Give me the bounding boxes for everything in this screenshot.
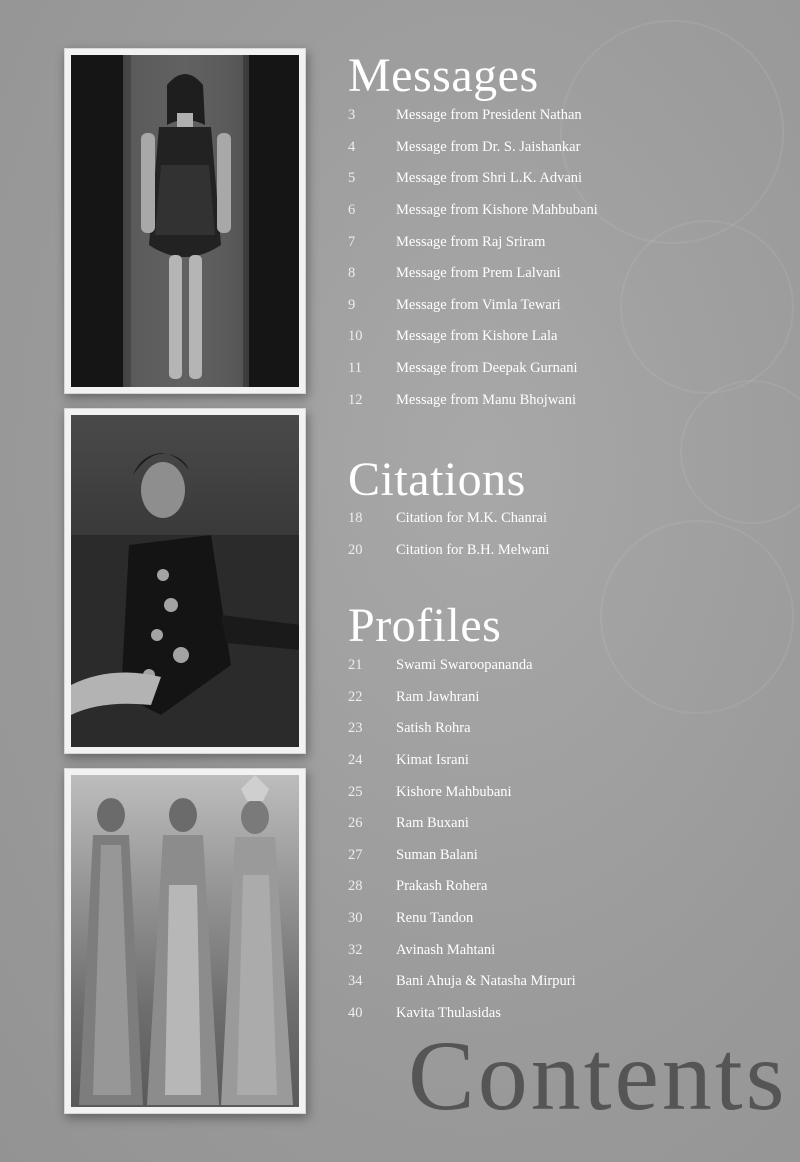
toc-entry-title: Message from Prem Lalvani: [396, 265, 561, 282]
toc-entry-title: Message from Kishore Lala: [396, 328, 558, 345]
toc-entry[interactable]: [348, 808, 576, 840]
section-heading-profiles: Profiles: [348, 599, 502, 652]
toc-page-number: 5: [348, 170, 356, 187]
toc-page-number: 34: [348, 973, 363, 990]
toc-page-number: 40: [348, 1004, 363, 1021]
toc-page-number: 3: [348, 107, 356, 124]
toc-entry-title: Bani Ahuja & Natasha Mirpuri: [396, 973, 576, 990]
toc-page-number: 22: [348, 688, 363, 705]
toc-entry-title: Message from Vimla Tewari: [396, 296, 561, 313]
toc-entry-title: Message from Dr. S. Jaishankar: [396, 138, 581, 155]
runway-models-illustration: [71, 775, 299, 1107]
toc-entry[interactable]: [348, 226, 598, 258]
toc-entry-title: Message from President Nathan: [396, 107, 582, 124]
toc-entry[interactable]: [348, 384, 598, 416]
toc-entry[interactable]: [348, 713, 576, 745]
decorative-swirl: [680, 380, 800, 524]
toc-page-number: 11: [348, 360, 362, 377]
toc-entry-title: Message from Kishore Mahbubani: [396, 202, 598, 219]
section-heading-citations: Citations: [348, 453, 526, 506]
fashion-photo-runway-gowns: [64, 768, 306, 1114]
toc-page-number: 18: [348, 510, 363, 527]
toc-entry-title: Kimat Israni: [396, 752, 469, 769]
photo-image: [71, 415, 299, 747]
toc-page-number: 27: [348, 846, 363, 863]
toc-entry-title: Avinash Mahtani: [396, 941, 496, 958]
photo-image: [71, 775, 299, 1107]
toc-entry[interactable]: [348, 258, 598, 290]
photo-image: [71, 55, 299, 387]
toc-entry[interactable]: [348, 353, 598, 385]
toc-entry[interactable]: [348, 903, 576, 935]
toc-page-number: 24: [348, 752, 363, 769]
toc-entry-title: Suman Balani: [396, 846, 478, 863]
toc-page-number: 10: [348, 328, 363, 345]
toc-entry[interactable]: [348, 682, 576, 714]
toc-entry-title: Kishore Mahbubani: [396, 783, 512, 800]
toc-entry-title: Kavita Thulasidas: [396, 1004, 501, 1021]
toc-entry[interactable]: [348, 650, 576, 682]
toc-page-number: 6: [348, 202, 356, 219]
toc-entry[interactable]: [348, 745, 576, 777]
toc-entry[interactable]: [348, 163, 598, 195]
toc-page-number: 7: [348, 233, 356, 250]
toc-entry[interactable]: [348, 776, 576, 808]
toc-entry-title: Message from Manu Bhojwani: [396, 391, 577, 408]
toc-entry[interactable]: [348, 840, 576, 872]
toc-page-number: 4: [348, 138, 356, 155]
toc-page-number: 20: [348, 541, 363, 558]
toc-page-number: 8: [348, 265, 356, 282]
toc-page-number: 21: [348, 657, 363, 674]
fashion-photo-embroidered-coat: [64, 408, 306, 754]
toc-entry-title: Prakash Rohera: [396, 878, 488, 895]
toc-entry[interactable]: [348, 321, 598, 353]
messages-list: [348, 100, 598, 416]
toc-entry-title: Ram Jawhrani: [396, 688, 480, 705]
toc-entry-title: Citation for B.H. Melwani: [396, 541, 550, 558]
toc-page-number: 26: [348, 815, 363, 832]
toc-page-number: 23: [348, 720, 363, 737]
toc-page-number: 30: [348, 910, 363, 927]
citations-list: [348, 503, 549, 566]
decorative-swirl: [600, 520, 794, 714]
toc-entry[interactable]: [348, 290, 598, 322]
decorative-swirl: [620, 220, 794, 394]
toc-entry[interactable]: [348, 535, 549, 567]
toc-page-number: 32: [348, 941, 363, 958]
toc-entry[interactable]: [348, 132, 598, 164]
toc-entry[interactable]: [348, 100, 598, 132]
fashion-photo-black-dress: [64, 48, 306, 394]
toc-page-number: 9: [348, 296, 356, 313]
toc-entry-title: Message from Deepak Gurnani: [396, 360, 578, 377]
toc-entry-title: Message from Shri L.K. Advani: [396, 170, 583, 187]
toc-entry[interactable]: [348, 934, 576, 966]
toc-page-number: 12: [348, 391, 363, 408]
toc-entry[interactable]: [348, 503, 549, 535]
profiles-list: [348, 650, 576, 1029]
toc-entry[interactable]: [348, 195, 598, 227]
toc-page-number: 25: [348, 783, 363, 800]
toc-entry-title: Citation for M.K. Chanrai: [396, 510, 548, 527]
toc-entry[interactable]: [348, 871, 576, 903]
toc-entry-title: Swami Swaroopananda: [396, 657, 533, 674]
toc-entry-title: Satish Rohra: [396, 720, 471, 737]
toc-entry-title: Renu Tandon: [396, 910, 474, 927]
black-dress-figure-illustration: [71, 55, 299, 387]
embroidered-coat-figure-illustration: [71, 415, 299, 747]
toc-entry-title: Message from Raj Sriram: [396, 233, 546, 250]
toc-entry-title: Ram Buxani: [396, 815, 469, 832]
toc-entry[interactable]: [348, 966, 576, 998]
page-title: Contents: [408, 1020, 788, 1131]
section-heading-messages: Messages: [348, 49, 539, 102]
toc-page-number: 28: [348, 878, 363, 895]
